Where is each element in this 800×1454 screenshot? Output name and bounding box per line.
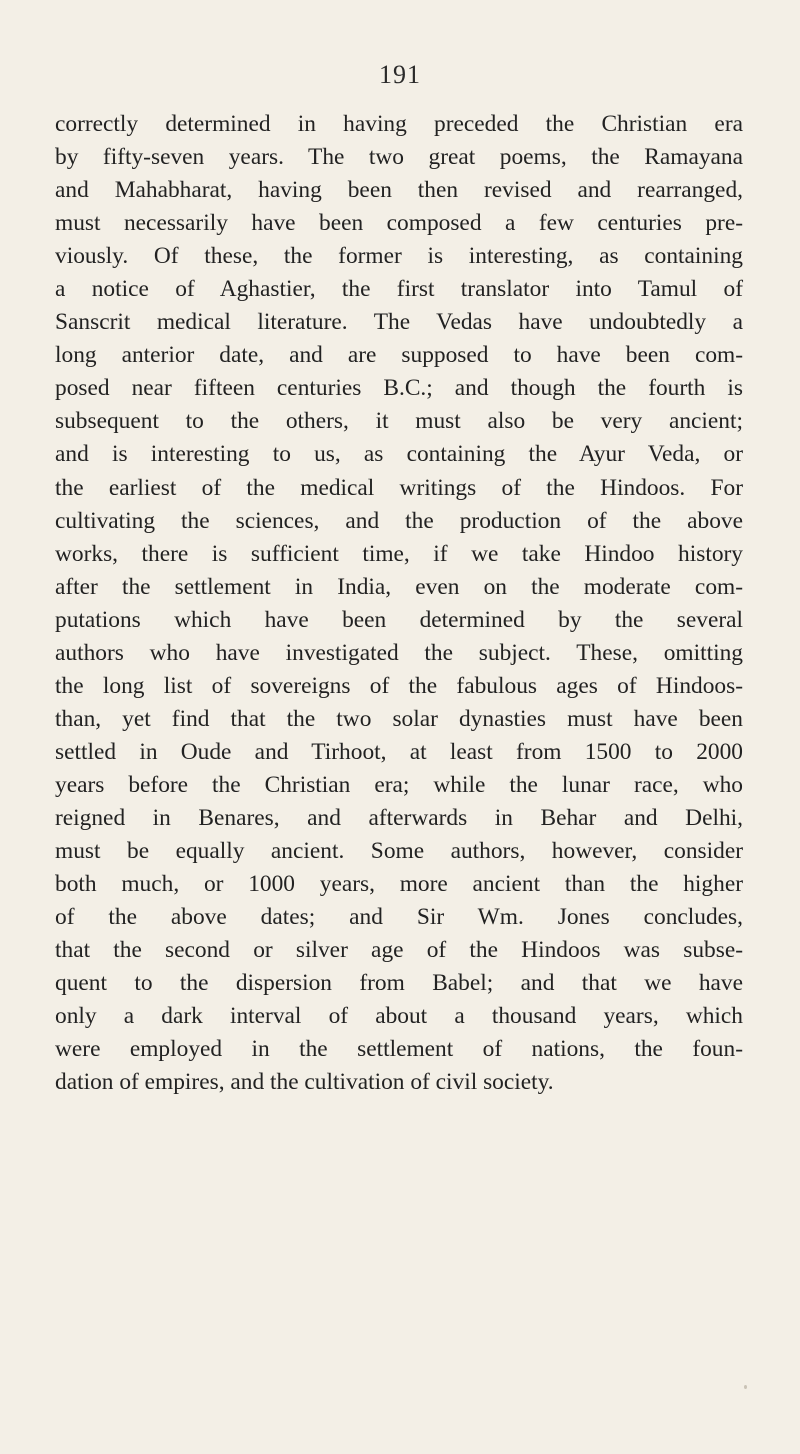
text-line: long anterior date, and are supposed to have been com-: [55, 342, 743, 369]
text-line: settled in Oude and Tirhoot, at least from 1500 to 2000: [55, 738, 743, 765]
text-line: subsequent to the others, it must also be very ancient;: [55, 408, 743, 435]
text-line: of the above dates; and Sir Wm. Jones concludes,: [55, 904, 743, 931]
text-line: were employed in the settlement of nations, the foun-: [55, 1036, 743, 1063]
paper-speck: [744, 1385, 747, 1389]
text-line: than, yet find that the two solar dynasties must have been: [55, 705, 743, 732]
text-line: after the settlement in India, even on the moderate com-: [55, 573, 743, 600]
text-line: only a dark interval of about a thousand years, which: [55, 1003, 743, 1030]
text-line: the long list of sovereigns of the fabulous ages of Hindoos-: [55, 672, 743, 699]
text-line: by fifty-seven years. The two great poems, the Ramayana: [55, 144, 743, 171]
text-line: quent to the dispersion from Babel; and that we have: [55, 970, 743, 997]
text-line: must be equally ancient. Some authors, however, consider: [55, 838, 743, 865]
text-line: and Mahabharat, having been then revised and rearranged,: [55, 177, 743, 204]
text-line: and is interesting to us, as containing the Ayur Veda, or: [55, 441, 743, 468]
text-line: viously. Of these, the former is interesting, as containing: [55, 243, 743, 270]
text-line: must necessarily have been composed a few centuries pre-: [55, 210, 743, 237]
text-line: reigned in Benares, and afterwards in Behar and Delhi,: [55, 804, 743, 831]
text-line: Sanscrit medical literature. The Vedas have undoubtedly a: [55, 309, 743, 336]
page-number: 191: [379, 60, 421, 89]
text-line: years before the Christian era; while the lunar race, who: [55, 771, 743, 798]
text-line: putations which have been determined by the several: [55, 606, 743, 633]
text-line: the earliest of the medical writings of the Hindoos. For: [55, 474, 743, 501]
text-line: both much, or 1000 years, more ancient than the higher: [55, 871, 743, 898]
text-line-last: dation of empires, and the cultivation of civil society.: [55, 1069, 554, 1096]
text-line: that the second or silver age of the Hindoos was subse-: [55, 937, 743, 964]
text-line: works, there is sufficient time, if we take Hindoo history: [55, 540, 743, 567]
text-line: posed near fifteen centuries B.C.; and though the fourth is: [55, 375, 743, 402]
text-line: correctly determined in having preceded the Christian era: [55, 111, 743, 137]
text-line: authors who have investigated the subject. These, omitting: [55, 639, 743, 666]
text-line: a notice of Aghastier, the first translator into Tamul of: [55, 276, 743, 303]
text-line: cultivating the sciences, and the production of the above: [55, 507, 743, 534]
body-text: [55, 108, 743, 1099]
